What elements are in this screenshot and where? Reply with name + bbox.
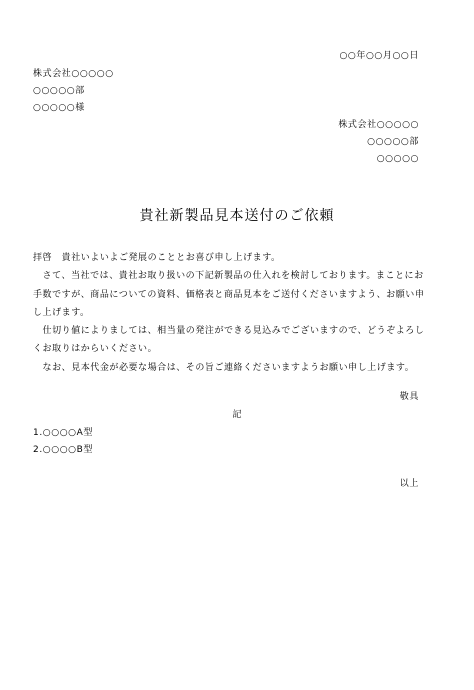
document-title: 貴社新製品見本送付のご依頼 (139, 208, 335, 224)
list-item: 2.○○○○B型 (33, 445, 93, 455)
letter-body: 拝啓 貴社いよいよご発展のこととお喜び申し上げます。 さて、当社では、貴社お取り扱いの下記新製品の仕入れを検討しております。まことにお手数ですが、商品についての資料、価格表と商品見本をご送付くださいますよう、お願い申し上げます。 仕切り値によりましては、相当量の発注ができる見込みでございますので、どうぞよろしくお取りはからいください。 なお、見本代金が必要な場合は、その旨ご連絡くださいますようお願い申し上げます。 (33, 253, 425, 373)
sender-person: ○○○○○ (376, 154, 419, 164)
list-item: 1.○○○○A型 (33, 428, 93, 438)
recipient-department: ○○○○○部 (33, 86, 85, 96)
recipient-person: ○○○○○様 (33, 103, 85, 113)
recipient-company: 株式会社○○○○○ (33, 69, 114, 79)
sender-department: ○○○○○部 (367, 137, 419, 147)
letter-date: ○○年○○月○○日 (339, 51, 419, 61)
sender-company: 株式会社○○○○○ (338, 120, 419, 130)
ki-heading: 記 (232, 410, 242, 420)
end-ijou: 以上 (399, 479, 419, 489)
closing-keigu: 敬具 (399, 392, 419, 402)
